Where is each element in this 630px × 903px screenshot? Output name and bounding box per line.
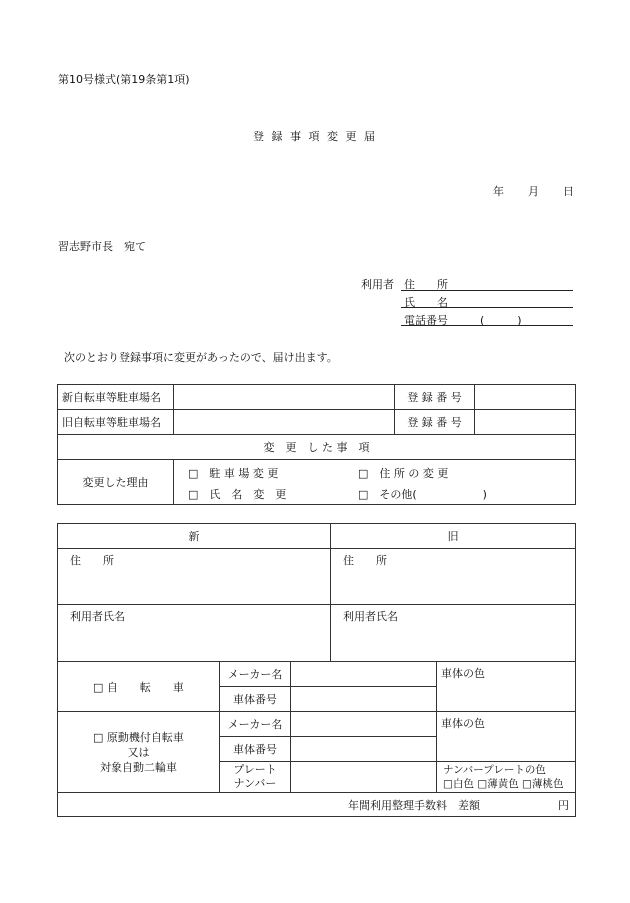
vehicle-change-table <box>57 523 576 817</box>
moped-color-cell[interactable] <box>437 712 576 762</box>
reason-other-checkbox[interactable]: □ その他( ) <box>358 488 487 501</box>
reason-parking-checkbox[interactable]: □ 駐 車 場 変 更 <box>188 467 279 480</box>
applicant-phone-label: 電話番号 <box>404 314 448 327</box>
date-year: 年 <box>493 185 504 198</box>
new-reg-no-label: 登 録 番 号 <box>395 385 475 410</box>
fee-label: 年間利用整理手数料 差額 <box>348 798 481 812</box>
moped-maker-label: メーカー名 <box>220 712 291 737</box>
old-address-cell[interactable] <box>331 549 576 605</box>
new-reg-no-field[interactable] <box>475 385 576 410</box>
old-address-label: 住 所 <box>343 554 388 567</box>
plate-label-1: プレート <box>233 763 277 776</box>
new-lot-field[interactable] <box>174 385 395 410</box>
moped-label-3: 対象自動二輪車 <box>100 760 177 774</box>
plate-color-label: ナンバープレートの色 <box>443 764 546 776</box>
moped-maker-field[interactable] <box>291 712 437 737</box>
fee-unit: 円 <box>558 798 570 812</box>
intro-text: 次のとおり登録事項に変更があったので、届け出ます。 <box>64 351 338 364</box>
moped-body-no-field[interactable] <box>291 737 437 762</box>
applicant-address-label: 住 所 <box>404 278 448 291</box>
old-lot-field[interactable] <box>174 410 395 435</box>
old-reg-no-label: 登 録 番 号 <box>395 410 475 435</box>
bicycle-color-label: 車体の色 <box>441 667 486 680</box>
new-user-name-label: 利用者氏名 <box>70 610 125 623</box>
reason-label: 変更した理由 <box>58 460 174 505</box>
bicycle-body-no-field[interactable] <box>291 687 437 712</box>
reason-options <box>174 460 576 505</box>
page-title: 登 録 事 項 変 更 届 <box>253 130 377 143</box>
plate-number-label <box>220 762 291 793</box>
new-address-cell[interactable] <box>58 549 331 605</box>
name-field[interactable] <box>401 307 573 308</box>
applicant-name-label: 氏 名 <box>404 296 448 309</box>
old-user-name-label: 利用者氏名 <box>343 610 399 623</box>
reason-address-checkbox[interactable]: □ 住 所 の 変 更 <box>358 467 449 480</box>
bicycle-maker-field[interactable] <box>291 662 437 687</box>
plate-label-2: ナンバー <box>233 777 277 790</box>
new-user-name-cell[interactable] <box>58 605 331 662</box>
addressee: 習志野市長 宛て <box>58 240 146 253</box>
plate-color-options[interactable]: □白色 □薄黄色 □薄桃色 <box>443 778 564 790</box>
date-month: 月 <box>528 185 539 198</box>
old-reg-no-field[interactable] <box>475 410 576 435</box>
moped-checkbox[interactable] <box>58 712 220 793</box>
bicycle-body-no-label: 車体番号 <box>220 687 291 712</box>
reason-name-checkbox[interactable]: □ 氏 名 変 更 <box>188 488 287 501</box>
moped-body-no-label: 車体番号 <box>220 737 291 762</box>
date-day: 日 <box>563 185 574 198</box>
fee-row <box>58 793 576 817</box>
old-user-name-cell[interactable] <box>331 605 576 662</box>
bicycle-maker-label: メーカー名 <box>220 662 291 687</box>
applicant-label: 利用者 <box>361 278 394 291</box>
parking-change-table <box>57 384 576 505</box>
moped-color-label: 車体の色 <box>441 717 486 730</box>
bicycle-checkbox[interactable]: □ 自 転 車 <box>58 662 220 712</box>
address-field[interactable] <box>401 290 573 291</box>
plate-color-cell <box>437 762 576 793</box>
bicycle-color-cell[interactable] <box>437 662 576 712</box>
plate-number-field[interactable] <box>291 762 437 793</box>
new-lot-label: 新自転車等駐車場名 <box>58 385 174 410</box>
old-header: 旧 <box>331 524 576 549</box>
old-lot-label: 旧自転車等駐車場名 <box>58 410 174 435</box>
phone-field[interactable] <box>401 325 573 326</box>
moped-label-2: 又は <box>127 745 150 759</box>
new-header: 新 <box>58 524 331 549</box>
phone-paren: ( ) <box>480 314 522 327</box>
form-number: 第10号様式(第19条第1項) <box>58 73 190 86</box>
moped-label-1: □ 原動機付自転車 <box>93 730 184 744</box>
new-address-label: 住 所 <box>70 554 114 567</box>
changed-items-header: 変 更 し た 事 項 <box>58 435 576 460</box>
